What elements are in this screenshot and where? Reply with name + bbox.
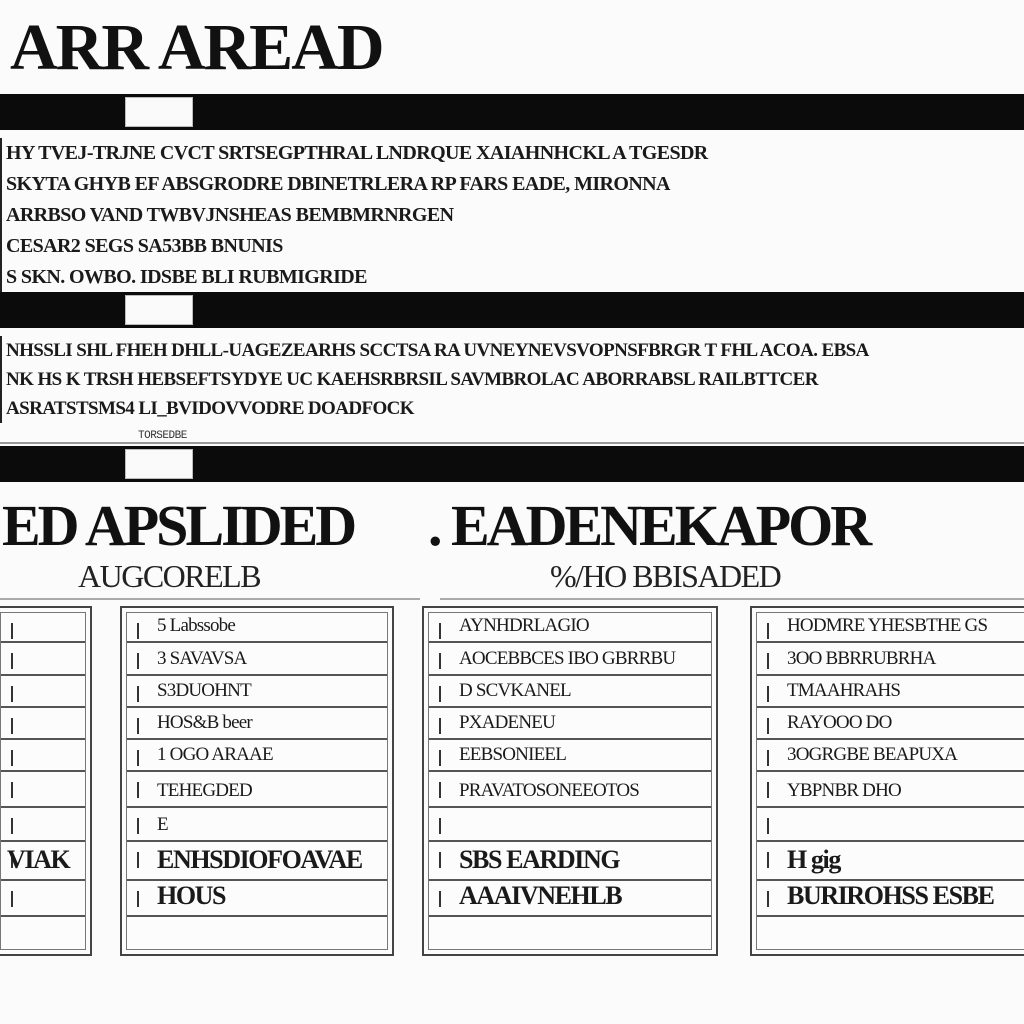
list-item[interactable] xyxy=(429,740,711,772)
row-marker xyxy=(137,891,139,907)
list-item-label: 3OGRGBE BEAPUXA xyxy=(787,744,958,765)
section-bar-3 xyxy=(0,446,1024,482)
row-marker xyxy=(767,653,769,669)
list-item-label: HOUS xyxy=(157,881,226,910)
panel-3 xyxy=(422,606,718,956)
list-item-label: SBS EARDING xyxy=(459,845,620,874)
row-marker xyxy=(137,750,139,766)
list-item[interactable] xyxy=(127,881,387,917)
list-item-label: 5 Labssobe xyxy=(157,615,236,636)
row-marker xyxy=(767,623,769,639)
bar-tab-2[interactable] xyxy=(125,295,193,325)
row-marker xyxy=(767,782,769,798)
list-item-label: S3DUOHNT xyxy=(157,680,251,701)
list-item[interactable] xyxy=(127,808,387,842)
row-marker xyxy=(11,653,13,669)
list-item-label: YBPNBR DHO xyxy=(787,780,901,801)
row-marker xyxy=(439,653,441,669)
list-item-label: AAAIVNEHLB xyxy=(459,881,622,910)
list-item-label: 1 OGO ARAAE xyxy=(157,744,273,765)
list-item-label: H gig xyxy=(787,845,840,874)
row-marker xyxy=(439,623,441,639)
list-item[interactable] xyxy=(1,708,85,740)
list-item[interactable] xyxy=(127,740,387,772)
list-item-label: HOS&B beer xyxy=(157,712,252,733)
list-item[interactable] xyxy=(429,613,711,643)
list-item[interactable] xyxy=(429,643,711,676)
list-item[interactable] xyxy=(429,676,711,708)
list-item-label: RAYOOO DO xyxy=(787,712,892,733)
list-item[interactable] xyxy=(757,643,1024,676)
list-item-label: HODMRE YHESBTHE GS xyxy=(787,615,988,636)
row-marker xyxy=(137,852,139,868)
list-item-label: VIAK xyxy=(7,845,70,874)
text-line: HY TVEJ-TRJNE CVCT SRTSEGPTHRAL LNDRQUE XAIAHNHCKL A TGESDR xyxy=(6,142,708,164)
bar-tab-1[interactable] xyxy=(125,97,193,127)
list-item[interactable] xyxy=(1,881,85,917)
row-marker xyxy=(767,891,769,907)
list-item[interactable] xyxy=(429,881,711,917)
list-item[interactable] xyxy=(1,613,85,643)
list-item-label: EEBSONIEEL xyxy=(459,744,567,765)
row-marker xyxy=(11,891,13,907)
divider xyxy=(0,598,420,600)
list-item[interactable] xyxy=(127,772,387,808)
list-item-label: 3OO BBRRUBRHA xyxy=(787,648,936,669)
list-item[interactable] xyxy=(757,842,1024,881)
section-heading-left: ED APSLIDED xyxy=(2,493,355,558)
list-item-label: TMAAHRAHS xyxy=(787,680,901,701)
row-marker xyxy=(11,686,13,702)
divider xyxy=(0,442,1024,444)
row-marker xyxy=(137,623,139,639)
list-item[interactable] xyxy=(127,842,387,881)
row-marker xyxy=(439,818,441,834)
row-marker xyxy=(439,891,441,907)
text-line: S SKN. OWBO. IDSBE BLI RUBMIGRIDE xyxy=(6,266,367,288)
list-item[interactable] xyxy=(757,881,1024,917)
subheading-right: %/HO BBISADED xyxy=(550,558,781,594)
list-item-label: PRAVATOSONEEOTOS xyxy=(459,780,640,801)
panel-list xyxy=(126,612,388,950)
section-bar-1 xyxy=(0,94,1024,130)
row-marker xyxy=(767,718,769,734)
row-marker xyxy=(439,718,441,734)
row-marker xyxy=(439,686,441,702)
divider xyxy=(440,598,1024,600)
row-marker xyxy=(767,750,769,766)
text-block-2 xyxy=(0,336,1024,423)
section-bar-2 xyxy=(0,292,1024,328)
small-label: TORSEDBE xyxy=(138,430,187,442)
list-item[interactable] xyxy=(429,808,711,842)
list-item[interactable] xyxy=(127,708,387,740)
list-item[interactable] xyxy=(757,708,1024,740)
list-item[interactable] xyxy=(127,613,387,643)
list-item-label: 3 SAVAVSA xyxy=(157,648,247,669)
list-item-label: AOCEBBCES IBO GBRRBU xyxy=(459,648,676,669)
list-item[interactable] xyxy=(1,842,85,881)
row-marker xyxy=(11,750,13,766)
list-item-label: TEHEGDED xyxy=(157,780,252,801)
text-block-1 xyxy=(0,138,1024,293)
list-item[interactable] xyxy=(1,643,85,676)
row-marker xyxy=(137,782,139,798)
panel-2 xyxy=(120,606,394,956)
section-heading-right: . EADENEKAPOR xyxy=(428,493,870,558)
row-marker xyxy=(439,750,441,766)
row-marker xyxy=(11,718,13,734)
text-line: ASRATSTSMS4 LI_BVIDOVVODRE DOADFOCK xyxy=(6,398,414,419)
text-line: ARRBSO VAND TWBVJNSHEAS BEMBMRNRGEN xyxy=(6,204,454,226)
list-item[interactable] xyxy=(757,740,1024,772)
bar-tab-3[interactable] xyxy=(125,449,193,479)
list-item-label: BURIROHSS ESBE xyxy=(787,881,994,910)
panel-list xyxy=(756,612,1024,950)
panel-1 xyxy=(0,606,92,956)
text-line: NK HS K TRSH HEBSEFTSYDYE UC KAEHSRBRSIL SAVMBROLAC ABORRABSL RAILBTTCER xyxy=(6,369,818,390)
list-item[interactable] xyxy=(429,842,711,881)
row-marker xyxy=(11,818,13,834)
subheading-left: AUGCORELB xyxy=(78,558,261,594)
row-marker xyxy=(11,782,13,798)
row-marker xyxy=(137,818,139,834)
list-item[interactable] xyxy=(1,676,85,708)
page-title: ARR AREAD xyxy=(10,11,383,84)
panel-list xyxy=(0,612,86,950)
list-item[interactable] xyxy=(127,676,387,708)
list-item[interactable] xyxy=(429,772,711,808)
text-line: SKYTA GHYB EF ABSGRODRE DBINETRLERA RP FARS EADE, MIRONNA xyxy=(6,173,670,195)
list-item[interactable] xyxy=(757,808,1024,842)
row-marker xyxy=(767,852,769,868)
list-item[interactable] xyxy=(127,643,387,676)
list-item[interactable] xyxy=(1,772,85,808)
row-marker xyxy=(767,818,769,834)
row-marker xyxy=(137,718,139,734)
list-item-label: ENHSDIOFOAVAE xyxy=(157,845,362,874)
list-item-label: PXADENEU xyxy=(459,712,555,733)
row-marker xyxy=(767,686,769,702)
list-item-label: AYNHDRLAGIO xyxy=(459,615,589,636)
row-marker xyxy=(11,623,13,639)
row-marker xyxy=(137,686,139,702)
list-item-label: E xyxy=(157,814,168,835)
panel-list xyxy=(428,612,712,950)
row-marker xyxy=(439,852,441,868)
row-marker xyxy=(439,782,441,798)
list-item[interactable] xyxy=(429,708,711,740)
list-item[interactable] xyxy=(1,740,85,772)
list-item[interactable] xyxy=(757,676,1024,708)
row-marker xyxy=(137,653,139,669)
text-line: CESAR2 SEGS SA53BB BNUNIS xyxy=(6,235,283,257)
list-item-label: D SCVKANEL xyxy=(459,680,571,701)
list-item[interactable] xyxy=(757,772,1024,808)
list-item[interactable] xyxy=(1,808,85,842)
list-item[interactable] xyxy=(757,613,1024,643)
text-line: NHSSLI SHL FHEH DHLL-UAGEZEARHS SCCTSA RA UVNEYNEVSVOPNSFBRGR T FHL ACOA. EBSA xyxy=(6,340,869,361)
panel-4 xyxy=(750,606,1024,956)
